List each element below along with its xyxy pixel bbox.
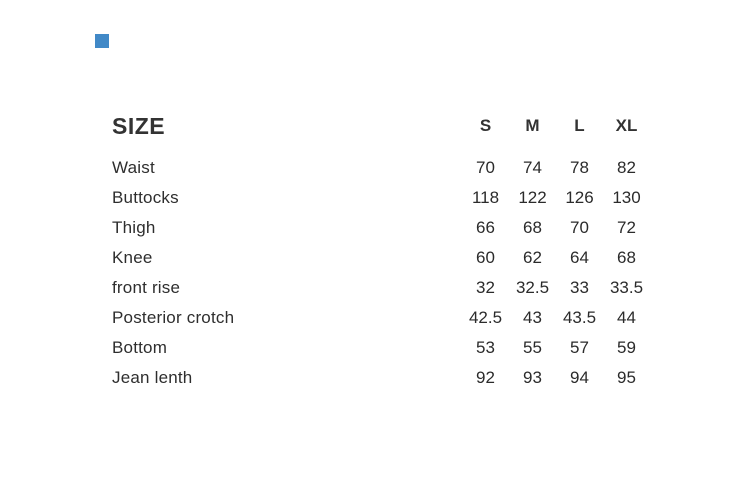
row-value: 43.5	[562, 308, 597, 327]
table-row	[112, 183, 657, 213]
row-value: 94	[570, 368, 589, 387]
row-value: 32	[476, 278, 495, 297]
table-row	[112, 363, 657, 393]
row-value: 33.5	[609, 278, 644, 297]
row-label: Bottom	[112, 338, 168, 357]
row-value: 70	[570, 218, 589, 237]
row-value: 33	[570, 278, 589, 297]
row-label: Jean lenth	[112, 368, 193, 387]
table-row	[112, 243, 657, 273]
row-label: Waist	[112, 158, 155, 177]
table-row	[112, 333, 657, 363]
row-value: 130	[612, 188, 641, 207]
row-value: 95	[617, 368, 636, 387]
table-row	[112, 273, 657, 303]
row-value: 70	[476, 158, 495, 177]
row-value: 42.5	[468, 308, 503, 327]
row-value: 55	[523, 338, 542, 357]
row-value: 93	[523, 368, 542, 387]
size-table	[112, 110, 657, 393]
row-value: 62	[523, 248, 542, 267]
row-label: Buttocks	[112, 188, 179, 207]
row-value: 74	[523, 158, 542, 177]
row-value: 59	[617, 338, 636, 357]
table-row	[112, 153, 657, 183]
row-value: 57	[570, 338, 589, 357]
row-label: Posterior crotch	[112, 308, 235, 327]
table-row	[112, 303, 657, 333]
blue-square-icon	[95, 34, 109, 48]
row-value: 68	[617, 248, 636, 267]
row-value: 118	[471, 188, 500, 207]
row-value: 64	[570, 248, 589, 267]
row-value: 82	[617, 158, 636, 177]
row-value: 53	[476, 338, 495, 357]
row-label: Thigh	[112, 218, 156, 237]
table-row	[112, 213, 657, 243]
table-header-row	[112, 110, 657, 142]
row-value: 92	[476, 368, 495, 387]
row-value: 68	[523, 218, 542, 237]
row-label: Knee	[112, 248, 153, 267]
column-header-m: M	[525, 116, 540, 135]
row-value: 32.5	[515, 278, 550, 297]
column-header-l: L	[574, 116, 585, 135]
row-value: 66	[476, 218, 495, 237]
row-value: 72	[617, 218, 636, 237]
row-value: 43	[523, 308, 542, 327]
row-value: 78	[570, 158, 589, 177]
column-header-s: S	[479, 116, 492, 135]
row-value: 126	[565, 188, 594, 207]
row-label: front rise	[112, 278, 181, 297]
row-value: 60	[476, 248, 495, 267]
row-value: 122	[518, 188, 547, 207]
column-header-xl: XL	[615, 116, 638, 135]
table-body	[112, 153, 657, 393]
table-title: SIZE	[112, 112, 166, 139]
row-value: 44	[617, 308, 636, 327]
